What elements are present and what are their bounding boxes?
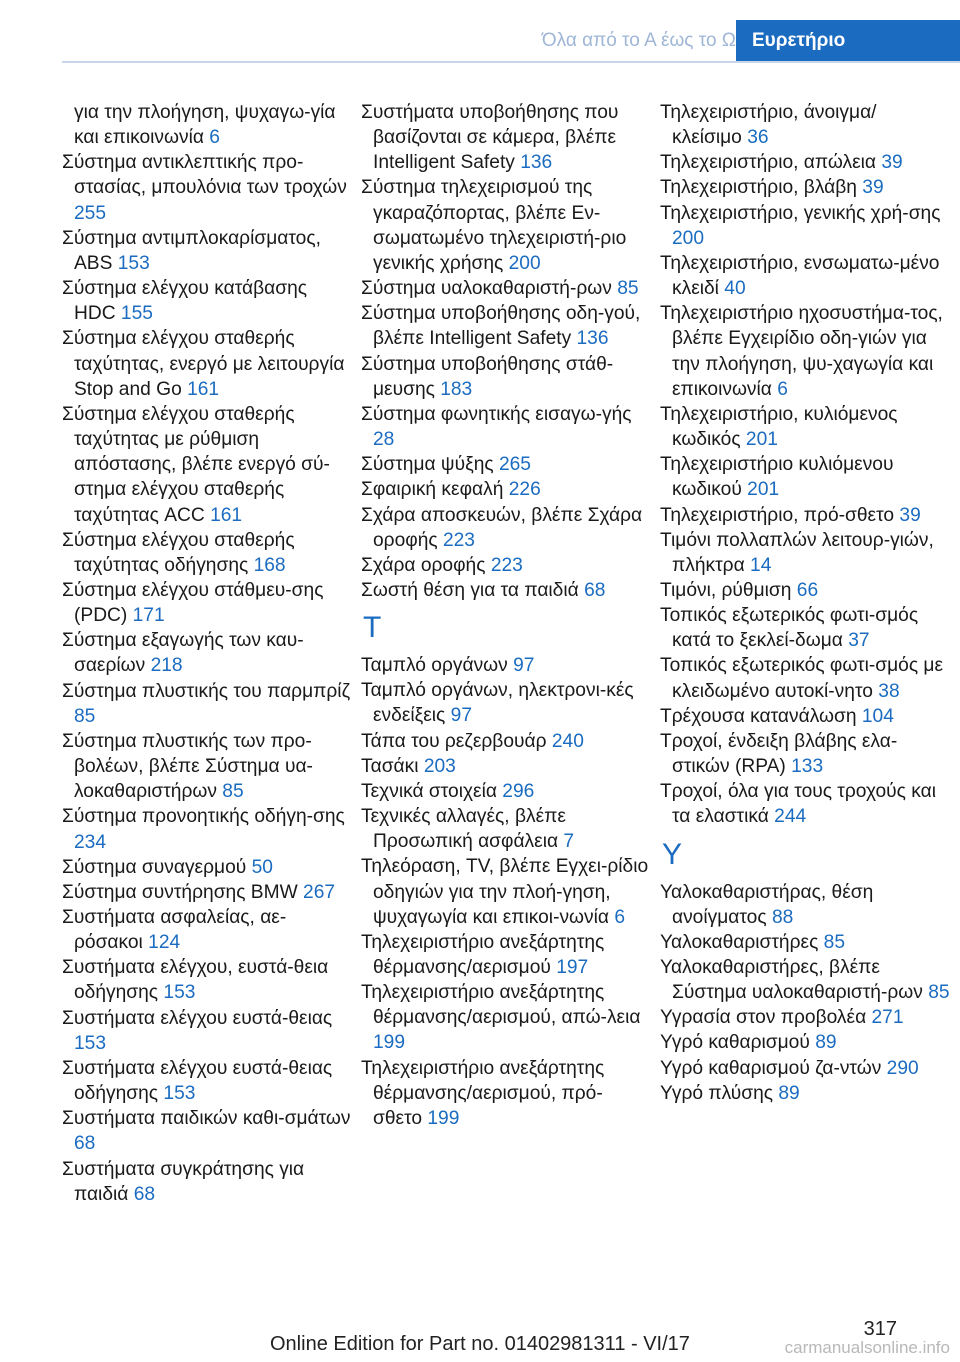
page-reference-link[interactable]: 203 xyxy=(423,755,456,777)
index-entry xyxy=(361,553,651,578)
page-reference-link[interactable]: 85 xyxy=(823,931,846,953)
index-entry-text: Υγρασία στον προβολέα xyxy=(660,1007,867,1029)
index-entry-text: Υαλοκαθαριστήρες, βλέπε Σύστημα υαλοκαθαριστή-ρων xyxy=(660,957,923,1004)
page-header xyxy=(0,0,960,62)
index-entry xyxy=(660,779,950,829)
page-reference-link[interactable]: 223 xyxy=(442,529,475,551)
index-entry-text: Τασάκι xyxy=(361,755,419,777)
index-entry xyxy=(660,301,950,402)
index-entry-text: Σύστημα τηλεχειρισμού της γκαραζόπορτας, βλέπε Εν-σωματωμένο τηλεχειριστή-ριο γενικής χρήσης xyxy=(361,177,627,274)
index-entry xyxy=(361,653,651,678)
index-entry xyxy=(361,854,651,929)
index-entry-text: Τηλεόραση, TV, βλέπε Εγχει-ρίδιο οδηγιών για την πλοή-γηση, ψυχαγωγία και επικοι-νωνία xyxy=(361,856,649,928)
index-entry-text: Υγρό καθαρισμού ζα-ντών xyxy=(660,1057,882,1079)
index-entry-text: Συστήματα ασφαλείας, αε-ρόσακοι xyxy=(62,907,287,954)
page-reference-link[interactable]: 271 xyxy=(871,1007,904,1029)
index-column-3 xyxy=(660,100,950,1106)
page-reference-link[interactable]: 234 xyxy=(74,831,107,853)
index-entry xyxy=(361,578,651,603)
page-reference-link[interactable]: 223 xyxy=(490,554,523,576)
index-entry xyxy=(361,930,651,980)
index-entry-text: Σύστημα ελέγχου σταθερής ταχύτητας οδήγησης xyxy=(62,529,295,576)
index-entry-text: Συστήματα ελέγχου ευστά-θειας οδήγησης xyxy=(62,1057,333,1105)
index-entry-text: Σύστημα συντήρησης BMW xyxy=(62,881,298,903)
page-reference-link[interactable]: 199 xyxy=(427,1107,460,1129)
index-entry-text: Σύστημα φωνητικής εισαγω-γής xyxy=(361,403,632,425)
page-reference-link[interactable]: 265 xyxy=(498,454,531,476)
index-entry xyxy=(660,251,950,301)
index-entry xyxy=(361,754,651,779)
index-entry xyxy=(62,679,352,729)
index-entry-text: Τοπικός εξωτερικός φωτι-σμός κατά το ξεκλεί-δωμα xyxy=(660,605,919,652)
index-entry xyxy=(62,880,352,905)
index-entry-text: Σύστημα πλυστικής των προ-βολέων, βλέπε Σύστημα υα-λοκαθαριστήρων xyxy=(62,730,313,803)
index-tab[interactable]: Ευρετήριο xyxy=(736,20,960,62)
index-entry-text: Σύστημα ελέγχου σταθερής ταχύτητας με ρύθμιση απόστασης, βλέπε ενεργό σύ-στημα ελέγχου σταθερής ταχύτητας ACC xyxy=(62,403,330,526)
page-reference-link[interactable]: 7 xyxy=(563,831,575,853)
page-reference-link[interactable]: 226 xyxy=(508,479,541,501)
page-reference-link[interactable]: 36 xyxy=(747,127,769,149)
index-entry xyxy=(660,1005,950,1030)
page-reference-link[interactable]: 89 xyxy=(815,1032,837,1054)
index-entry-text: Σωστή θέση για τα παιδιά xyxy=(361,579,579,601)
index-entry xyxy=(361,729,651,754)
page-reference-link[interactable]: 255 xyxy=(74,202,107,224)
index-entry-text: Τηλεχειριστήριο ανεξάρτητης θέρμανσης/αερισμού, απώ-λεια xyxy=(361,982,641,1029)
page-reference-link[interactable]: 68 xyxy=(584,579,606,601)
index-entry xyxy=(660,201,950,251)
index-entry xyxy=(660,175,950,200)
page-reference-link[interactable]: 68 xyxy=(74,1133,96,1155)
index-letter-heading: Τ xyxy=(363,611,382,645)
page-reference-link[interactable]: 68 xyxy=(133,1183,156,1205)
index-entry-text: Σύστημα ελέγχου στάθμευ-σης (PDC) xyxy=(62,579,324,627)
index-entry xyxy=(62,326,352,401)
index-entry xyxy=(361,678,651,728)
page-reference-link[interactable]: 39 xyxy=(862,177,884,199)
page-reference-link[interactable]: 296 xyxy=(502,780,535,802)
index-entry xyxy=(361,100,651,175)
page-reference-link[interactable]: 171 xyxy=(132,605,165,627)
page-reference-link[interactable]: 240 xyxy=(551,730,584,752)
index-entry xyxy=(660,653,950,703)
index-entry xyxy=(62,804,352,854)
index-entry xyxy=(62,578,352,628)
index-entry-text: Τηλεχειριστήριο, κυλιόμενος κωδικός xyxy=(660,403,898,451)
index-entry xyxy=(62,100,352,150)
index-entry xyxy=(62,402,352,528)
page-reference-link[interactable]: 38 xyxy=(878,680,900,702)
index-entry-text: Σύστημα προνοητικής οδήγη-σης xyxy=(62,806,345,828)
index-entry-text: Συστήματα ελέγχου ευστά-θειας xyxy=(62,1007,333,1029)
index-entry xyxy=(660,100,950,150)
index-entry-text: Συστήματα ελέγχου, ευστά-θεια οδήγησης xyxy=(62,957,329,1004)
page-reference-link[interactable]: 37 xyxy=(848,630,870,652)
page-reference-link[interactable]: 153 xyxy=(163,1083,196,1105)
page-reference-link[interactable]: 28 xyxy=(373,429,395,451)
index-entry xyxy=(660,880,950,930)
index-entry-text: Τρέχουσα κατανάλωση xyxy=(660,705,857,727)
index-entry xyxy=(62,955,352,1005)
index-letter-heading: Υ xyxy=(662,837,683,871)
index-entry-text: Σύστημα ελέγχου κατάβασης HDC xyxy=(62,278,308,325)
index-entry xyxy=(660,578,950,603)
index-entry-text: Τεχνικά στοιχεία xyxy=(361,780,497,802)
page-reference-link[interactable]: 6 xyxy=(209,127,220,149)
index-entry xyxy=(660,528,950,578)
index-entry xyxy=(361,779,651,804)
index-entry-text: Συστήματα υποβοήθησης που βασίζονται σε κάμερα, βλέπε Intelligent Safety xyxy=(361,102,619,174)
index-entry xyxy=(660,704,950,729)
index-entry xyxy=(62,528,352,578)
page-reference-link[interactable]: 39 xyxy=(899,504,921,526)
index-entry-text: Τιμόνι, ρύθμιση xyxy=(660,579,792,601)
page-reference-link[interactable]: 153 xyxy=(163,982,196,1004)
index-entry-text: Σύστημα συναγερμού xyxy=(62,856,247,878)
index-entry xyxy=(361,980,651,1055)
page-reference-link[interactable]: 89 xyxy=(778,1082,800,1104)
page-reference-link[interactable]: 124 xyxy=(148,932,181,954)
index-entry xyxy=(660,503,950,528)
index-entry xyxy=(62,226,352,276)
index-entry-text: Τηλεχειριστήριο κυλιόμενου κωδικού xyxy=(660,454,894,501)
index-entry-text: Σφαιρική κεφαλή xyxy=(361,479,504,501)
page-reference-link[interactable]: 161 xyxy=(187,378,220,400)
index-entry xyxy=(361,804,651,854)
index-entry xyxy=(361,402,651,452)
index-entry-text: Υαλοκαθαριστήρας, θέση ανοίγματος xyxy=(660,881,874,928)
page-number: 317 xyxy=(863,1318,897,1340)
edition-footer: Online Edition for Part no. 01402981311 - VI/17 xyxy=(270,1333,690,1355)
page-reference-link[interactable]: 85 xyxy=(617,278,639,300)
index-entry xyxy=(361,503,651,553)
page-reference-link[interactable]: 244 xyxy=(774,806,807,828)
index-entry xyxy=(62,1157,352,1207)
index-entry-text: Τηλεχειριστήριο ανεξάρτητης θέρμανσης/αερισμού, πρό-σθετο xyxy=(361,1057,605,1129)
page-reference-link[interactable]: 6 xyxy=(614,906,625,928)
index-entry-text: Σύστημα αντικλεπτικής προ-στασίας, μπουλόνια των τροχών xyxy=(62,152,347,199)
watermark: carmanualsonline.info xyxy=(784,1338,950,1357)
page-reference-link[interactable]: 97 xyxy=(450,705,472,727)
index-entry-text: Τάπα του ρεζερβουάρ xyxy=(361,730,547,752)
page-reference-link[interactable]: 153 xyxy=(74,1032,107,1054)
index-entry-text: Σύστημα ελέγχου σταθερής ταχύτητας, ενεργό με λειτουργία Stop and Go xyxy=(62,328,345,400)
index-entry-text: Τηλεχειριστήριο, γενικής χρή-σης xyxy=(660,202,941,224)
header-divider xyxy=(62,61,960,63)
page-reference-link[interactable]: 97 xyxy=(513,655,535,677)
index-entry-text: Τροχοί, ένδειξη βλάβης ελα-στικών (RPA) xyxy=(660,730,898,778)
index-entry xyxy=(660,930,950,955)
index-entry xyxy=(62,1056,352,1106)
index-entry xyxy=(660,603,950,653)
index-entry-text: Σύστημα πλυστικής του παρμπρίζ xyxy=(62,680,351,702)
index-entry xyxy=(62,1106,352,1156)
page-reference-link[interactable]: 39 xyxy=(881,152,903,174)
page-reference-link[interactable]: 85 xyxy=(928,982,950,1004)
index-entry-text: Τεχνικές αλλαγές, βλέπε Προσωπική ασφάλεια xyxy=(361,806,566,853)
index-entry xyxy=(660,452,950,502)
index-entry xyxy=(660,1081,950,1106)
index-entry-text: Συστήματα συγκράτησης για παιδιά xyxy=(62,1158,305,1205)
page-reference-link[interactable]: 199 xyxy=(373,1032,406,1054)
index-entry-text: Τροχοί, όλα για τους τροχούς και τα ελαστικά xyxy=(660,781,936,828)
page-reference-link[interactable]: 183 xyxy=(440,378,473,400)
page-reference-link[interactable]: 50 xyxy=(251,856,273,878)
index-entry xyxy=(361,352,651,402)
index-entry xyxy=(361,301,651,351)
page-reference-link[interactable]: 133 xyxy=(791,756,824,778)
section-label: Όλα από το Α έως το Ω xyxy=(541,30,736,51)
page-reference-link[interactable]: 218 xyxy=(150,655,183,677)
page-reference-link[interactable]: 66 xyxy=(796,579,819,601)
page-reference-link[interactable]: 200 xyxy=(672,227,705,249)
index-entry xyxy=(660,150,950,175)
index-entry-text: Σύστημα υαλοκαθαριστή-ρων xyxy=(361,278,612,300)
page-reference-link[interactable]: 14 xyxy=(750,554,772,576)
index-entry-text: Σχάρα οροφής xyxy=(361,554,486,576)
index-entry-text: Υαλοκαθαριστήρες xyxy=(660,931,819,953)
page-reference-link[interactable]: 153 xyxy=(117,252,150,274)
index-entry-text: Συστήματα παιδικών καθι-σμάτων xyxy=(62,1108,351,1130)
index-entry-text: για την πλοήγηση, ψυχαγω-γία και επικοινωνία xyxy=(74,102,336,149)
page-reference-link[interactable]: 85 xyxy=(222,781,244,803)
index-entry xyxy=(660,955,950,1005)
index-entry-text: Σύστημα ψύξης xyxy=(361,454,494,476)
page-reference-link[interactable]: 155 xyxy=(120,303,153,325)
page-reference-link[interactable]: 267 xyxy=(303,881,336,903)
page-reference-link[interactable]: 136 xyxy=(520,152,553,174)
index-entry xyxy=(62,729,352,804)
index-entry-text: Τοπικός εξωτερικός φωτι-σμός με κλειδωμένο αυτοκί-νητο xyxy=(660,655,944,702)
page-reference-link[interactable]: 161 xyxy=(210,504,243,526)
index-entry-text: Τηλεχειριστήριο, πρό-σθετο xyxy=(660,504,895,526)
index-entry xyxy=(660,1056,950,1081)
page-reference-link[interactable]: 201 xyxy=(745,429,778,451)
page-reference-link[interactable]: 104 xyxy=(861,705,894,727)
index-entry-text: Σύστημα εξαγωγής των καυ-σαερίων xyxy=(62,630,304,677)
index-entry-text: Σύστημα υποβοήθησης στάθ-μευσης xyxy=(361,353,614,400)
index-entry-text: Σύστημα αντιμπλοκαρίσματος, ABS xyxy=(62,227,321,274)
index-entry xyxy=(62,905,352,955)
index-entry-text: Υγρό πλύσης xyxy=(660,1082,774,1104)
index-column-2 xyxy=(361,100,651,1131)
index-entry xyxy=(62,276,352,326)
page-reference-link[interactable]: 136 xyxy=(576,328,609,350)
index-column-1 xyxy=(62,100,352,1207)
page-reference-link[interactable]: 201 xyxy=(747,479,780,501)
index-entry xyxy=(361,477,651,502)
index-entry xyxy=(361,452,651,477)
index-entry-text: Ταμπλό οργάνων xyxy=(361,655,508,677)
index-entry xyxy=(62,150,352,225)
index-entry-text: Ταμπλό οργάνων, ηλεκτρονι-κές ενδείξεις xyxy=(361,680,634,727)
index-entry xyxy=(62,855,352,880)
index-entry-text: Σύστημα υποβοήθησης οδη-γού, βλέπε Intelligent Safety xyxy=(361,303,641,350)
page-reference-link[interactable]: 197 xyxy=(556,957,589,978)
index-entry xyxy=(660,729,950,779)
index-entry xyxy=(361,1056,651,1131)
index-entry-text: Σχάρα αποσκευών, βλέπε Σχάρα οροφής xyxy=(361,504,643,551)
index-entry-text: Τηλεχειριστήριο, ενσωματω-μένο κλειδί xyxy=(660,252,940,300)
page-reference-link[interactable]: 290 xyxy=(886,1057,919,1079)
page-reference-link[interactable]: 85 xyxy=(74,705,96,727)
index-entry-text: Τιμόνι πολλαπλών λειτουρ-γιών, πλήκτρα xyxy=(660,529,934,576)
index-entry xyxy=(361,276,651,301)
index-entry xyxy=(62,1006,352,1056)
page-reference-link[interactable]: 40 xyxy=(724,278,746,300)
index-entry-text: Τηλεχειριστήριο ηχοσυστήμα-τος, βλέπε Εγχειρίδιο οδη-γιών για την πλοήγηση, ψυ-χαγωγία και επικοινωνία xyxy=(660,303,943,400)
index-entry-text: Τηλεχειριστήριο ανεξάρτητης θέρμανσης/αερισμού xyxy=(361,931,605,978)
index-entry xyxy=(660,402,950,452)
page-reference-link[interactable]: 88 xyxy=(771,906,794,928)
index-entry-text: Τηλεχειριστήριο, βλάβη xyxy=(660,177,857,199)
index-entry xyxy=(361,175,651,276)
index-entry-text: Τηλεχειριστήριο, απώλεια xyxy=(660,152,876,174)
page-reference-link[interactable]: 200 xyxy=(508,252,541,274)
page-reference-link[interactable]: 6 xyxy=(777,378,788,400)
index-entry xyxy=(62,628,352,678)
index-entry-text: Υγρό καθαρισμού xyxy=(660,1032,810,1054)
index-entry-text: Τηλεχειριστήριο, άνοιγμα/ κλείσιμο xyxy=(660,102,877,149)
page-reference-link[interactable]: 168 xyxy=(253,554,286,576)
index-entry xyxy=(660,1030,950,1055)
